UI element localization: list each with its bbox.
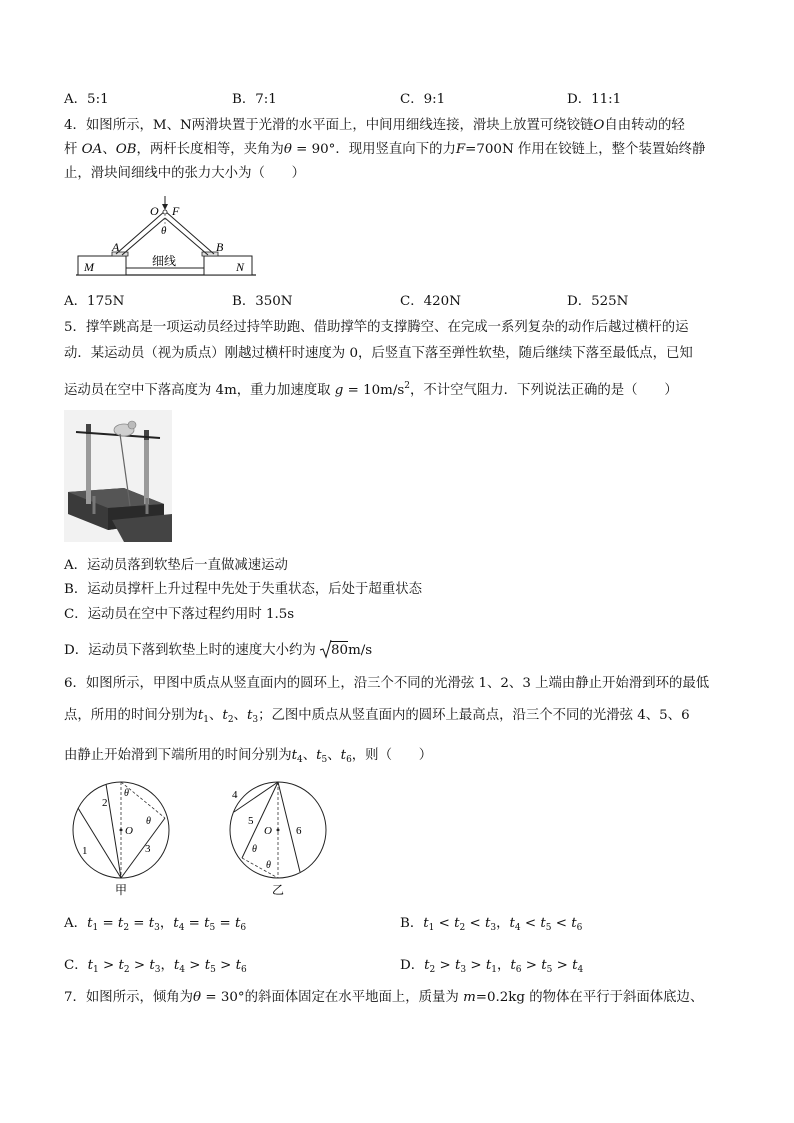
q4-fig-o: O bbox=[150, 204, 159, 218]
q6-yi-chord-4: 4 bbox=[232, 789, 238, 801]
q6-jia-chord-3: 3 bbox=[145, 843, 151, 855]
q5-stem-line3: 运动员在空中下落高度为 4m，重力加速度取 $g = 10m/s^2$，不计空气阻力．下列说法正确的是（ ） bbox=[64, 381, 678, 398]
q4-fig-a: A bbox=[112, 240, 120, 254]
q4-figure bbox=[76, 196, 256, 278]
q6-yi-chord-5: 5 bbox=[248, 815, 254, 827]
q6-jia-theta1: θ bbox=[124, 788, 129, 799]
q5-option-a: A．运动员落到软垫后一直做减速运动 bbox=[64, 558, 288, 573]
q6-yi-chord-6: 6 bbox=[296, 825, 302, 837]
q4-fig-f: F bbox=[172, 204, 180, 218]
q4-option-d: D．525N bbox=[567, 294, 629, 309]
q6-option-c: C．$t_1 > t_2 > t_3$，$t_4 > t_5 > t_6$ bbox=[64, 958, 247, 975]
q3-option-b: B．7:1 bbox=[232, 92, 277, 107]
q6-option-a: A．$t_1 = t_2 = t_3$，$t_4 = t_5 = t_6$ bbox=[64, 916, 247, 933]
q4-option-a: A．175N bbox=[64, 294, 125, 309]
q4-stem-line3: 止，滑块间细线中的张力大小为（ ） bbox=[64, 166, 306, 181]
q5-option-b: B．运动员撑杆上升过程中先处于失重状态，后处于超重状态 bbox=[64, 582, 422, 597]
q6-option-d: D．$t_2 > t_3 > t_1$，$t_6 > t_5 > t_4$ bbox=[400, 958, 584, 975]
q6-jia-theta2: θ bbox=[146, 816, 151, 827]
q5-stem-line2: 动．某运动员（视为质点）刚越过横杆时速度为 0，后竖直下落至弹性软垫，随后继续下落至最低点，已知 bbox=[64, 346, 693, 361]
q5-option-d: D．运动员下落到软垫上时的速度大小约为 80m/s bbox=[64, 641, 372, 661]
q6-jia-o: O bbox=[125, 825, 133, 837]
q6-yi-label: 乙 bbox=[272, 883, 285, 897]
q6-figure-yi bbox=[228, 782, 334, 896]
q6-stem-line2: 点，所用的时间分别为$t_1$、$t_2$、$t_3$；乙图中质点从竖直面内的圆环上最高点，沿三个不同的光滑弦 4、5、6 bbox=[64, 708, 690, 725]
q4-fig-n: N bbox=[236, 260, 245, 274]
q4-option-c: C．420N bbox=[400, 294, 461, 309]
q6-jia-chord-2: 2 bbox=[102, 797, 108, 809]
q7-stem-line1: 7．如图所示，倾角为θ = 30°的斜面体固定在水平地面上，质量为 m=0.2kg 的物体在平行于斜面体底边、 bbox=[64, 990, 704, 1005]
q4-fig-b: B bbox=[216, 240, 224, 254]
q4-fig-string: 细线 bbox=[152, 254, 177, 268]
q4-fig-theta: θ bbox=[161, 225, 167, 237]
q6-option-b: B．$t_1 < t_2 < t_3$，$t_4 < t_5 < t_6$ bbox=[400, 916, 583, 933]
pole-vault-image bbox=[64, 410, 172, 542]
q6-yi-o: O bbox=[264, 825, 272, 837]
q6-yi-theta1: θ bbox=[252, 844, 257, 855]
q5-stem-line1: 5．撑竿跳高是一项运动员经过持竿助跑、借助撑竿的支撑腾空、在完成一系列复杂的动作后越过横杆的运 bbox=[64, 320, 689, 335]
q5-option-c: C．运动员在空中下落过程约用时 1.5s bbox=[64, 607, 295, 622]
q3-option-a: A．5:1 bbox=[64, 92, 109, 107]
q6-yi-theta2: θ bbox=[266, 860, 271, 871]
q4-fig-m: M bbox=[84, 260, 94, 274]
q6-figure-jia bbox=[68, 782, 174, 896]
q6-stem-line3: 由静止开始滑到下端所用的时间分别为$t_4$、$t_5$、$t_6$，则（ ） bbox=[64, 748, 433, 765]
q6-jia-chord-1: 1 bbox=[82, 845, 88, 857]
q4-option-b: B．350N bbox=[232, 294, 293, 309]
q4-stem-line2: 杆 OA、OB，两杆长度相等，夹角为θ = 90°．现用竖直向下的力F=700N 作用在铰链上，整个装置始终静 bbox=[64, 142, 706, 157]
q6-stem-line1: 6．如图所示，甲图中质点从竖直面内的圆环上，沿三个不同的光滑弦 1、2、3 上端由静止开始滑到环的最低 bbox=[64, 676, 710, 691]
q3-option-c: C．9:1 bbox=[400, 92, 446, 107]
q3-option-d: D．11:1 bbox=[567, 92, 622, 107]
q6-jia-label: 甲 bbox=[115, 883, 128, 897]
q4-stem-line1: 4．如图所示，M、N两滑块置于光滑的水平面上，中间用细线连接，滑块上放置可绕铰链O自由转动的轻 bbox=[64, 118, 685, 133]
